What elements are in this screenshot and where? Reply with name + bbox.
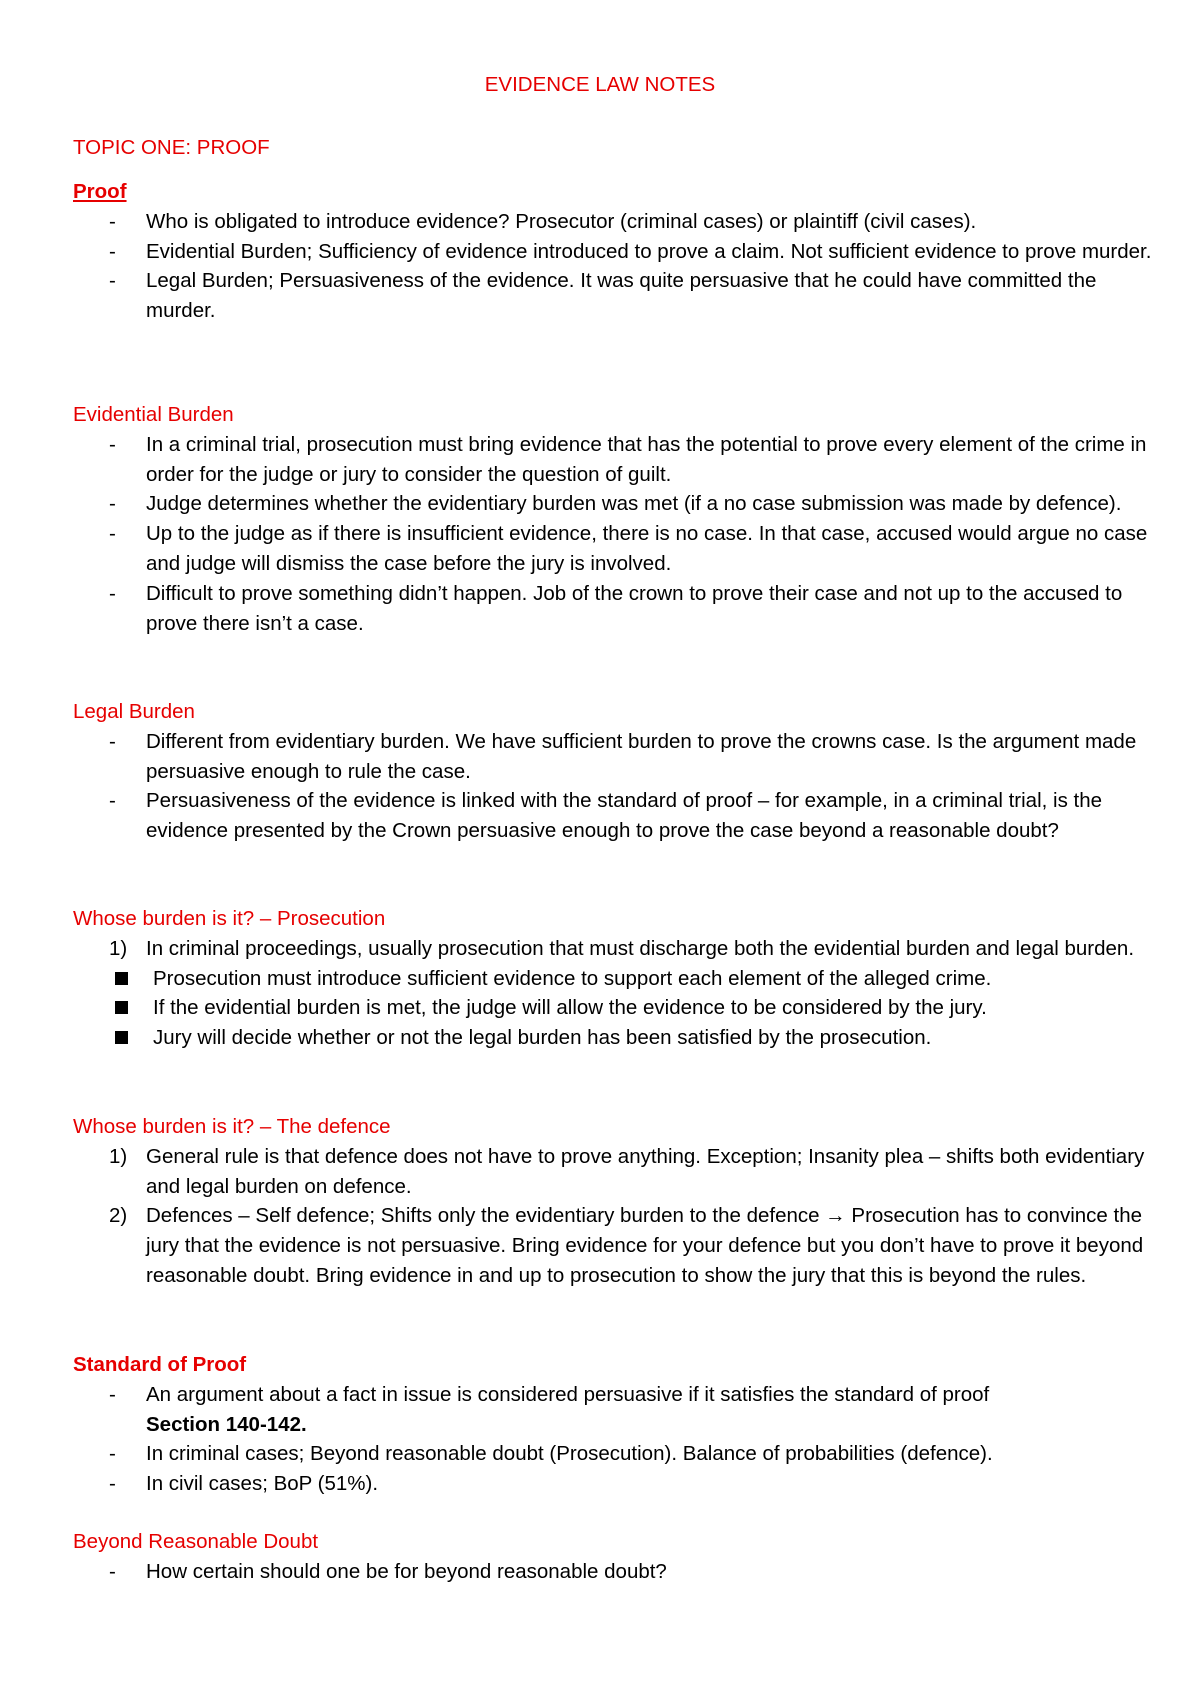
section-heading: Evidential Burden: [73, 403, 234, 426]
sub-list-item: [73, 964, 1153, 994]
square-bullet-icon: [115, 993, 145, 1023]
dash-marker: -: [109, 239, 116, 263]
section-beyond-reasonable-doubt: [73, 1527, 1153, 1587]
list-item: [73, 579, 1153, 639]
section-defence-burden: [73, 1112, 1153, 1291]
list-item-text: Legal Burden; Persuasiveness of the evidence. It was quite persuasive that he could have committed the murder.: [146, 269, 1097, 323]
list-item: [73, 489, 1153, 519]
dash-marker: -: [109, 209, 116, 233]
list-item: [73, 1469, 1153, 1499]
dash-marker: -: [109, 729, 116, 753]
list-item: [73, 1142, 1153, 1202]
list-item-text: In a criminal trial, prosecution must bring evidence that has the potential to prove every element of the crime in order for the judge or jury to consider the question of guilt.: [146, 432, 1147, 486]
document-title: EVIDENCE LAW NOTES: [484, 73, 716, 96]
section-evidential-burden: [73, 400, 1153, 638]
list-item-text: Evidential Burden; Sufficiency of evidence introduced to prove a claim. Not sufficient evidence to prove murder.: [146, 239, 1152, 263]
topic-heading: TOPIC ONE: PROOF: [73, 136, 270, 159]
list-item: [73, 727, 1153, 787]
list-item: [73, 1201, 1153, 1290]
section-heading: Standard of Proof: [73, 1353, 247, 1376]
dash-marker: -: [109, 1472, 116, 1496]
dash-marker: -: [109, 581, 116, 605]
list-item-text: Up to the judge as if there is insufficient evidence, there is no case. In that case, accused would argue no case and judge will dismiss the case before the jury is involved.: [146, 522, 1148, 575]
list-item-text: If the evidential burden is met, the judge will allow the evidence to be considered by the jury.: [153, 996, 987, 1020]
dash-marker: -: [109, 522, 116, 546]
dash-marker: -: [109, 432, 116, 456]
dash-marker: -: [109, 789, 116, 813]
section-legal-burden: [73, 697, 1153, 846]
list-item: [73, 934, 1153, 964]
list-item: [73, 1557, 1153, 1587]
dash-marker: -: [109, 1442, 116, 1466]
list-item-text: Difficult to prove something didn’t happen. Job of the crown to prove their case and not up to the accused to prove there isn’t a case.: [146, 581, 1123, 635]
list-item-text: Who is obligated to introduce evidence? Prosecutor (criminal cases) or plaintiff (civil cases).: [146, 209, 977, 233]
number-marker: 1): [109, 936, 128, 960]
list-item: [73, 1439, 1153, 1469]
list-item-text: In criminal proceedings, usually prosecution that must discharge both the evidential burden and legal burden.: [146, 936, 1135, 960]
sub-list-item: [73, 993, 1153, 1023]
list-item-text: How certain should one be for beyond reasonable doubt?: [146, 1559, 667, 1583]
section-prosecution-burden: [73, 904, 1153, 1053]
section-heading: Beyond Reasonable Doubt: [73, 1530, 319, 1553]
list-item: [73, 1380, 1153, 1440]
dash-marker: -: [109, 1559, 116, 1583]
sub-list-item: [73, 1023, 1153, 1053]
list-item-text: In civil cases; BoP (51%).: [146, 1472, 379, 1496]
list-item-text: Prosecution must introduce sufficient evidence to support each element of the alleged crime.: [153, 966, 992, 990]
list-item-text: Different from evidentiary burden. We have sufficient burden to prove the crowns case. Is the argument made persuasive enough to rule the case.: [146, 729, 1137, 783]
number-marker: 2): [109, 1204, 128, 1228]
list-item: [73, 519, 1153, 579]
dash-marker: -: [109, 269, 116, 293]
section-proof: [73, 177, 1153, 326]
section-reference: Section 140-142.: [146, 1412, 307, 1436]
list-item-text: Defences – Self defence; Shifts only the evidentiary burden to the defence → Prosecution has to convince the jury that the evidence is not persuasive. Bring evidence for your defence but you don’t have to prove it beyond reasonable doubt. Bring evidence in and up to prosecution to show the jury that this is beyond the rules.: [146, 1204, 1144, 1287]
list-item-text: In criminal cases; Beyond reasonable doubt (Prosecution). Balance of probabilities (defence).: [146, 1442, 993, 1466]
section-standard-of-proof: [73, 1350, 1153, 1499]
list-item: [73, 266, 1153, 326]
list-item-text: General rule is that defence does not have to prove anything. Exception; Insanity plea – shifts both evidentiary and legal burden on defence.: [146, 1144, 1145, 1198]
number-marker: 1): [109, 1144, 128, 1168]
section-heading-text: Proof: [73, 180, 127, 203]
square-bullet-icon: [115, 1023, 145, 1053]
dash-marker: -: [109, 1382, 116, 1406]
list-item-text: Judge determines whether the evidentiary burden was met (if a no case submission was made by defence).: [146, 492, 1122, 516]
section-heading: Legal Burden: [73, 700, 195, 723]
square-bullet-icon: [115, 964, 145, 994]
list-item: [73, 237, 1153, 267]
dash-marker: -: [109, 492, 116, 516]
list-item-text: Jury will decide whether or not the legal burden has been satisfied by the prosecution.: [153, 1026, 932, 1050]
list-item: [73, 786, 1153, 846]
list-item-text: Persuasiveness of the evidence is linked with the standard of proof – for example, in a criminal trial, is the evidence presented by the Crown persuasive enough to prove the case beyond a reasonable doubt?: [146, 789, 1103, 843]
section-heading: [73, 177, 1153, 207]
section-heading: Whose burden is it? – Prosecution: [73, 907, 386, 930]
list-item: [73, 430, 1153, 490]
list-item: [73, 207, 1153, 237]
section-heading: Whose burden is it? – The defence: [73, 1115, 391, 1138]
list-item-text: An argument about a fact in issue is considered persuasive if it satisfies the standard of proof: [146, 1382, 990, 1406]
